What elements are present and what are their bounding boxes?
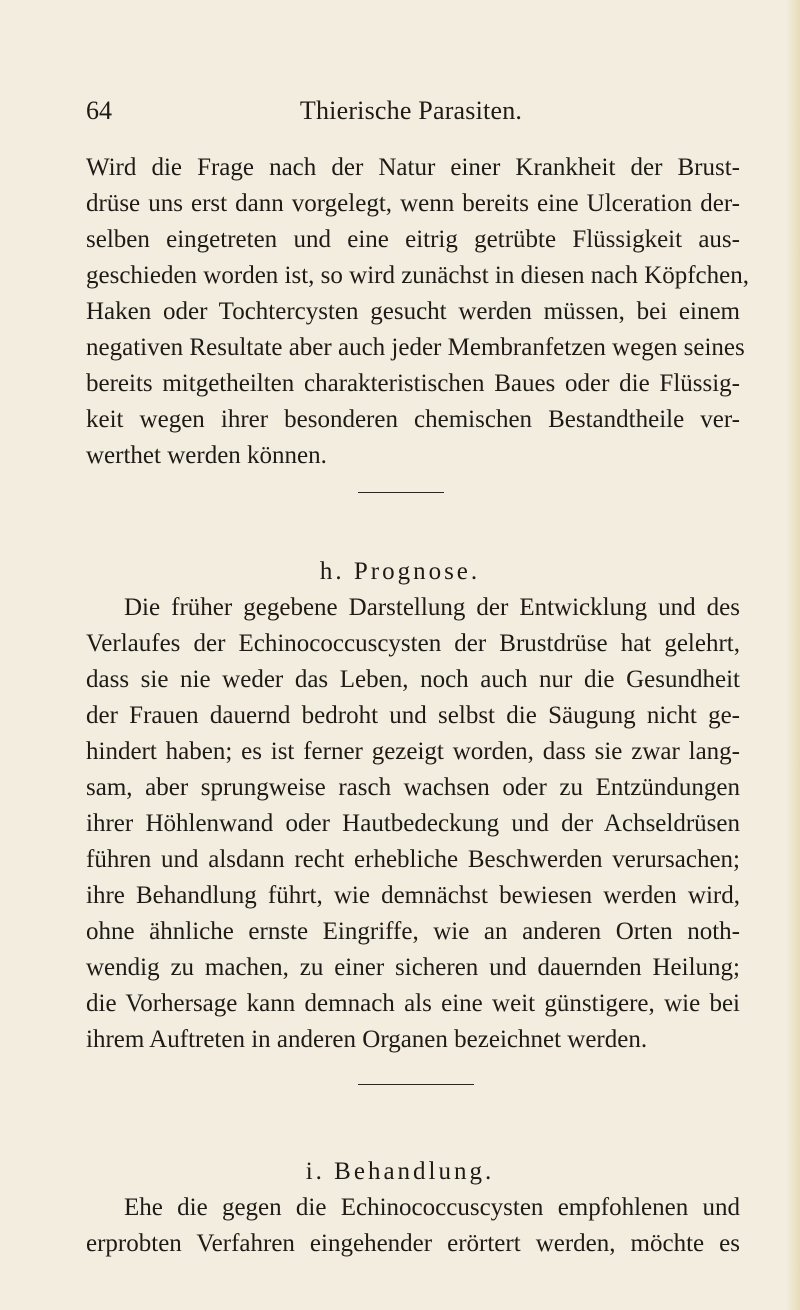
text-line: ihrem Auftreten in anderen Organen bezeichnet werden.	[86, 1026, 648, 1053]
text-line: selben eingetreten und eine eitrig getrübte Flüssigkeit aus-	[86, 226, 740, 253]
section-divider	[358, 1084, 474, 1085]
text-line: dass sie nie weder das Leben, noch auch nur die Gesundheit	[86, 666, 740, 693]
text-line: die Vorhersage kann demnach als eine weit günstigere, wie bei	[86, 990, 740, 1017]
page-number: 64	[86, 96, 112, 125]
text-line: hindert haben; es ist ferner gezeigt worden, dass sie zwar lang-	[86, 738, 740, 765]
text-line: ihrer Höhlenwand oder Hautbedeckung und der Achseldrüsen	[86, 810, 740, 837]
text-line: werthet werden können.	[86, 442, 327, 469]
text-line: geschieden worden ist, so wird zunächst in diesen nach Köpfchen,	[86, 262, 750, 289]
text-line: wendig zu machen, zu einer sicheren und dauernden Heilung;	[86, 954, 740, 981]
text-line: Haken oder Tochtercysten gesucht werden müssen, bei einem	[86, 298, 740, 325]
text-line: der Frauen dauernd bedroht und selbst die Säugung nicht ge-	[86, 702, 740, 729]
page-edge-shading	[786, 0, 800, 1310]
text-line: ohne ähnliche ernste Eingriffe, wie an anderen Orten noth-	[86, 918, 740, 945]
section-heading: h. Prognose.	[319, 558, 481, 585]
page-header	[86, 96, 736, 130]
section-divider	[358, 492, 444, 493]
text-line: führen und alsdann recht erhebliche Beschwerden verursachen;	[86, 846, 740, 873]
running-title: Thierische Parasiten.	[299, 96, 523, 125]
text-line: Die früher gegebene Darstellung der Entwicklung und des	[124, 594, 740, 621]
text-line: Verlaufes der Echinococcuscysten der Brustdrüse hat gelehrt,	[86, 630, 740, 657]
text-line: ihre Behandlung führt, wie demnächst bewiesen werden wird,	[86, 882, 740, 909]
text-line: erprobten Verfahren eingehender erörtert werden, möchte es	[86, 1230, 740, 1257]
text-line: bereits mitgetheilten charakteristischen Baues oder die Flüssig-	[86, 370, 740, 397]
section-heading: i. Behandlung.	[305, 1158, 495, 1185]
text-line: drüse uns erst dann vorgelegt, wenn bereits eine Ulceration der-	[86, 190, 740, 217]
text-line: sam, aber sprungweise rasch wachsen oder zu Entzündungen	[86, 774, 740, 801]
text-line: keit wegen ihrer besonderen chemischen Bestandtheile ver-	[86, 406, 740, 433]
text-line: Ehe die gegen die Echinococcuscysten empfohlenen und	[124, 1194, 740, 1221]
text-line: Wird die Frage nach der Natur einer Krankheit der Brust-	[86, 154, 740, 181]
text-line: negativen Resultate aber auch jeder Membranfetzen wegen seines	[86, 334, 745, 361]
